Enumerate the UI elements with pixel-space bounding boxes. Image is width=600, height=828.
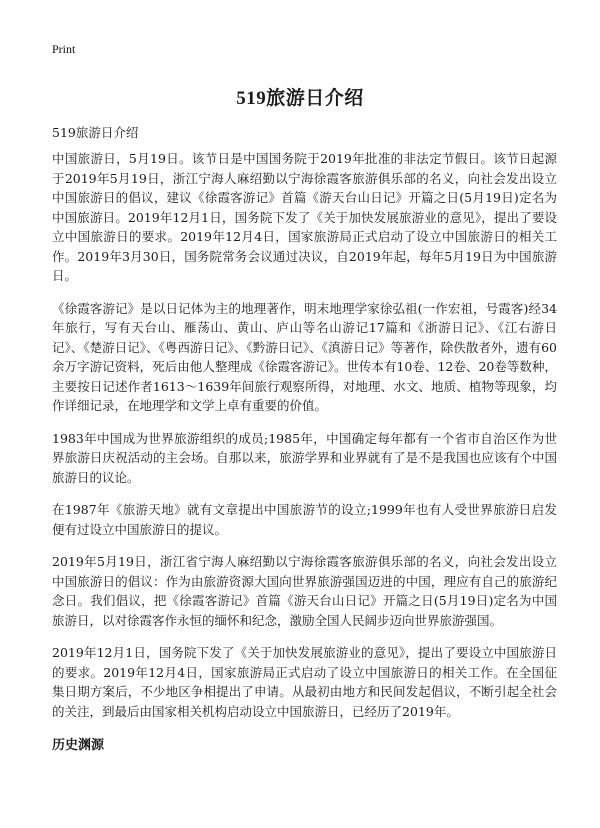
paragraph-state-council: 2019年12月1日，国务院下发了《关于加快发展旅游业的意见》，提出了要设立中国旅游日的要求。2019年12月4日，国家旅游局正式启动了设立中国旅游日的相关工作。在全国征集日期方案后，不少地区争相提出了申请。从最初由地方和民间发起倡议，不断引起全社会的关注，到最后由国家相关机构启动设立中国旅游日，已经历了2019年。 <box>52 645 557 719</box>
paragraph-1987-proposal: 在1987年《旅游天地》就有文章提出中国旅游节的设立;1999年也有人受世界旅游日启发便有过设立中国旅游日的提议。 <box>52 502 557 537</box>
print-link[interactable]: Print <box>52 42 76 56</box>
subtitle: 519旅游日介绍 <box>52 125 139 140</box>
paragraph-intro: 中国旅游日，5月19日。该节日是中国国务院于2019年批准的非法定节假日。该节日起源于2019年5月19日，浙江宁海人麻绍勤以宁海徐霞客旅游俱乐部的名义，向社会发出设立中国旅游日的倡议，建议《徐霞客游记》首篇《游天台山日记》开篇之日(5月19日)定名为中国旅游日。2019年12月1日，国务院下发了《关于加快发展旅游业的意见》，提出了要设立中国旅游日的要求。2019年12月4日，国家旅游局正式启动了设立中国旅游日的相关工作。2019年3月30日，国务院常务会议通过决议，自2019年起，每年5月19日为中国旅游日。 <box>52 151 557 283</box>
paragraph-xu-xiake-travels: 《徐霞客游记》是以日记体为主的地理著作，明末地理学家徐弘祖(一作宏祖，号霞客)经34年旅行，写有天台山、雁荡山、黄山、庐山等名山游记17篇和《浙游日记》、《江右游日记》、《楚游日记》、《粤西游日记》、《黔游日记》、《滇游日记》等著作，除佚散者外，遗有60余万字游记资料，死后由他人整理成《徐霞客游记》。世传本有10卷、12卷、20卷等数种，主要按日记述作者1613～1639年间旅行观察所得，对地理、水文、地质、植物等现象，均作详细记录，在地理学和文学上卓有重要的价值。 <box>52 300 557 413</box>
section-heading-history: 历史渊源 <box>52 738 105 753</box>
article-body <box>52 149 557 753</box>
paragraph-1983-history: 1983年中国成为世界旅游组织的成员;1985年，中国确定每年都有一个省市自治区作为世界旅游日庆祝活动的主会场。自那以来，旅游学界和业界就有了是不是我国也应该有个中国旅游日的议论。 <box>52 430 557 485</box>
page-title: 519旅游日介绍 <box>236 88 364 109</box>
paragraph-2019-initiative: 2019年5月19日，浙江省宁海人麻绍勤以宁海徐霞客旅游俱乐部的名义，向社会发出设立中国旅游日的倡议：作为由旅游资源大国向世界旅游强国迈进的中国，理应有自己的旅游纪念日。我们倡议，把《徐霞客游记》首篇《游天台山日记》开篇之日(5月19日)定名为中国旅游日，以对徐霞客作永恒的缅怀和纪念，激励全国人民阔步迈向世界旅游强国。 <box>52 554 557 628</box>
